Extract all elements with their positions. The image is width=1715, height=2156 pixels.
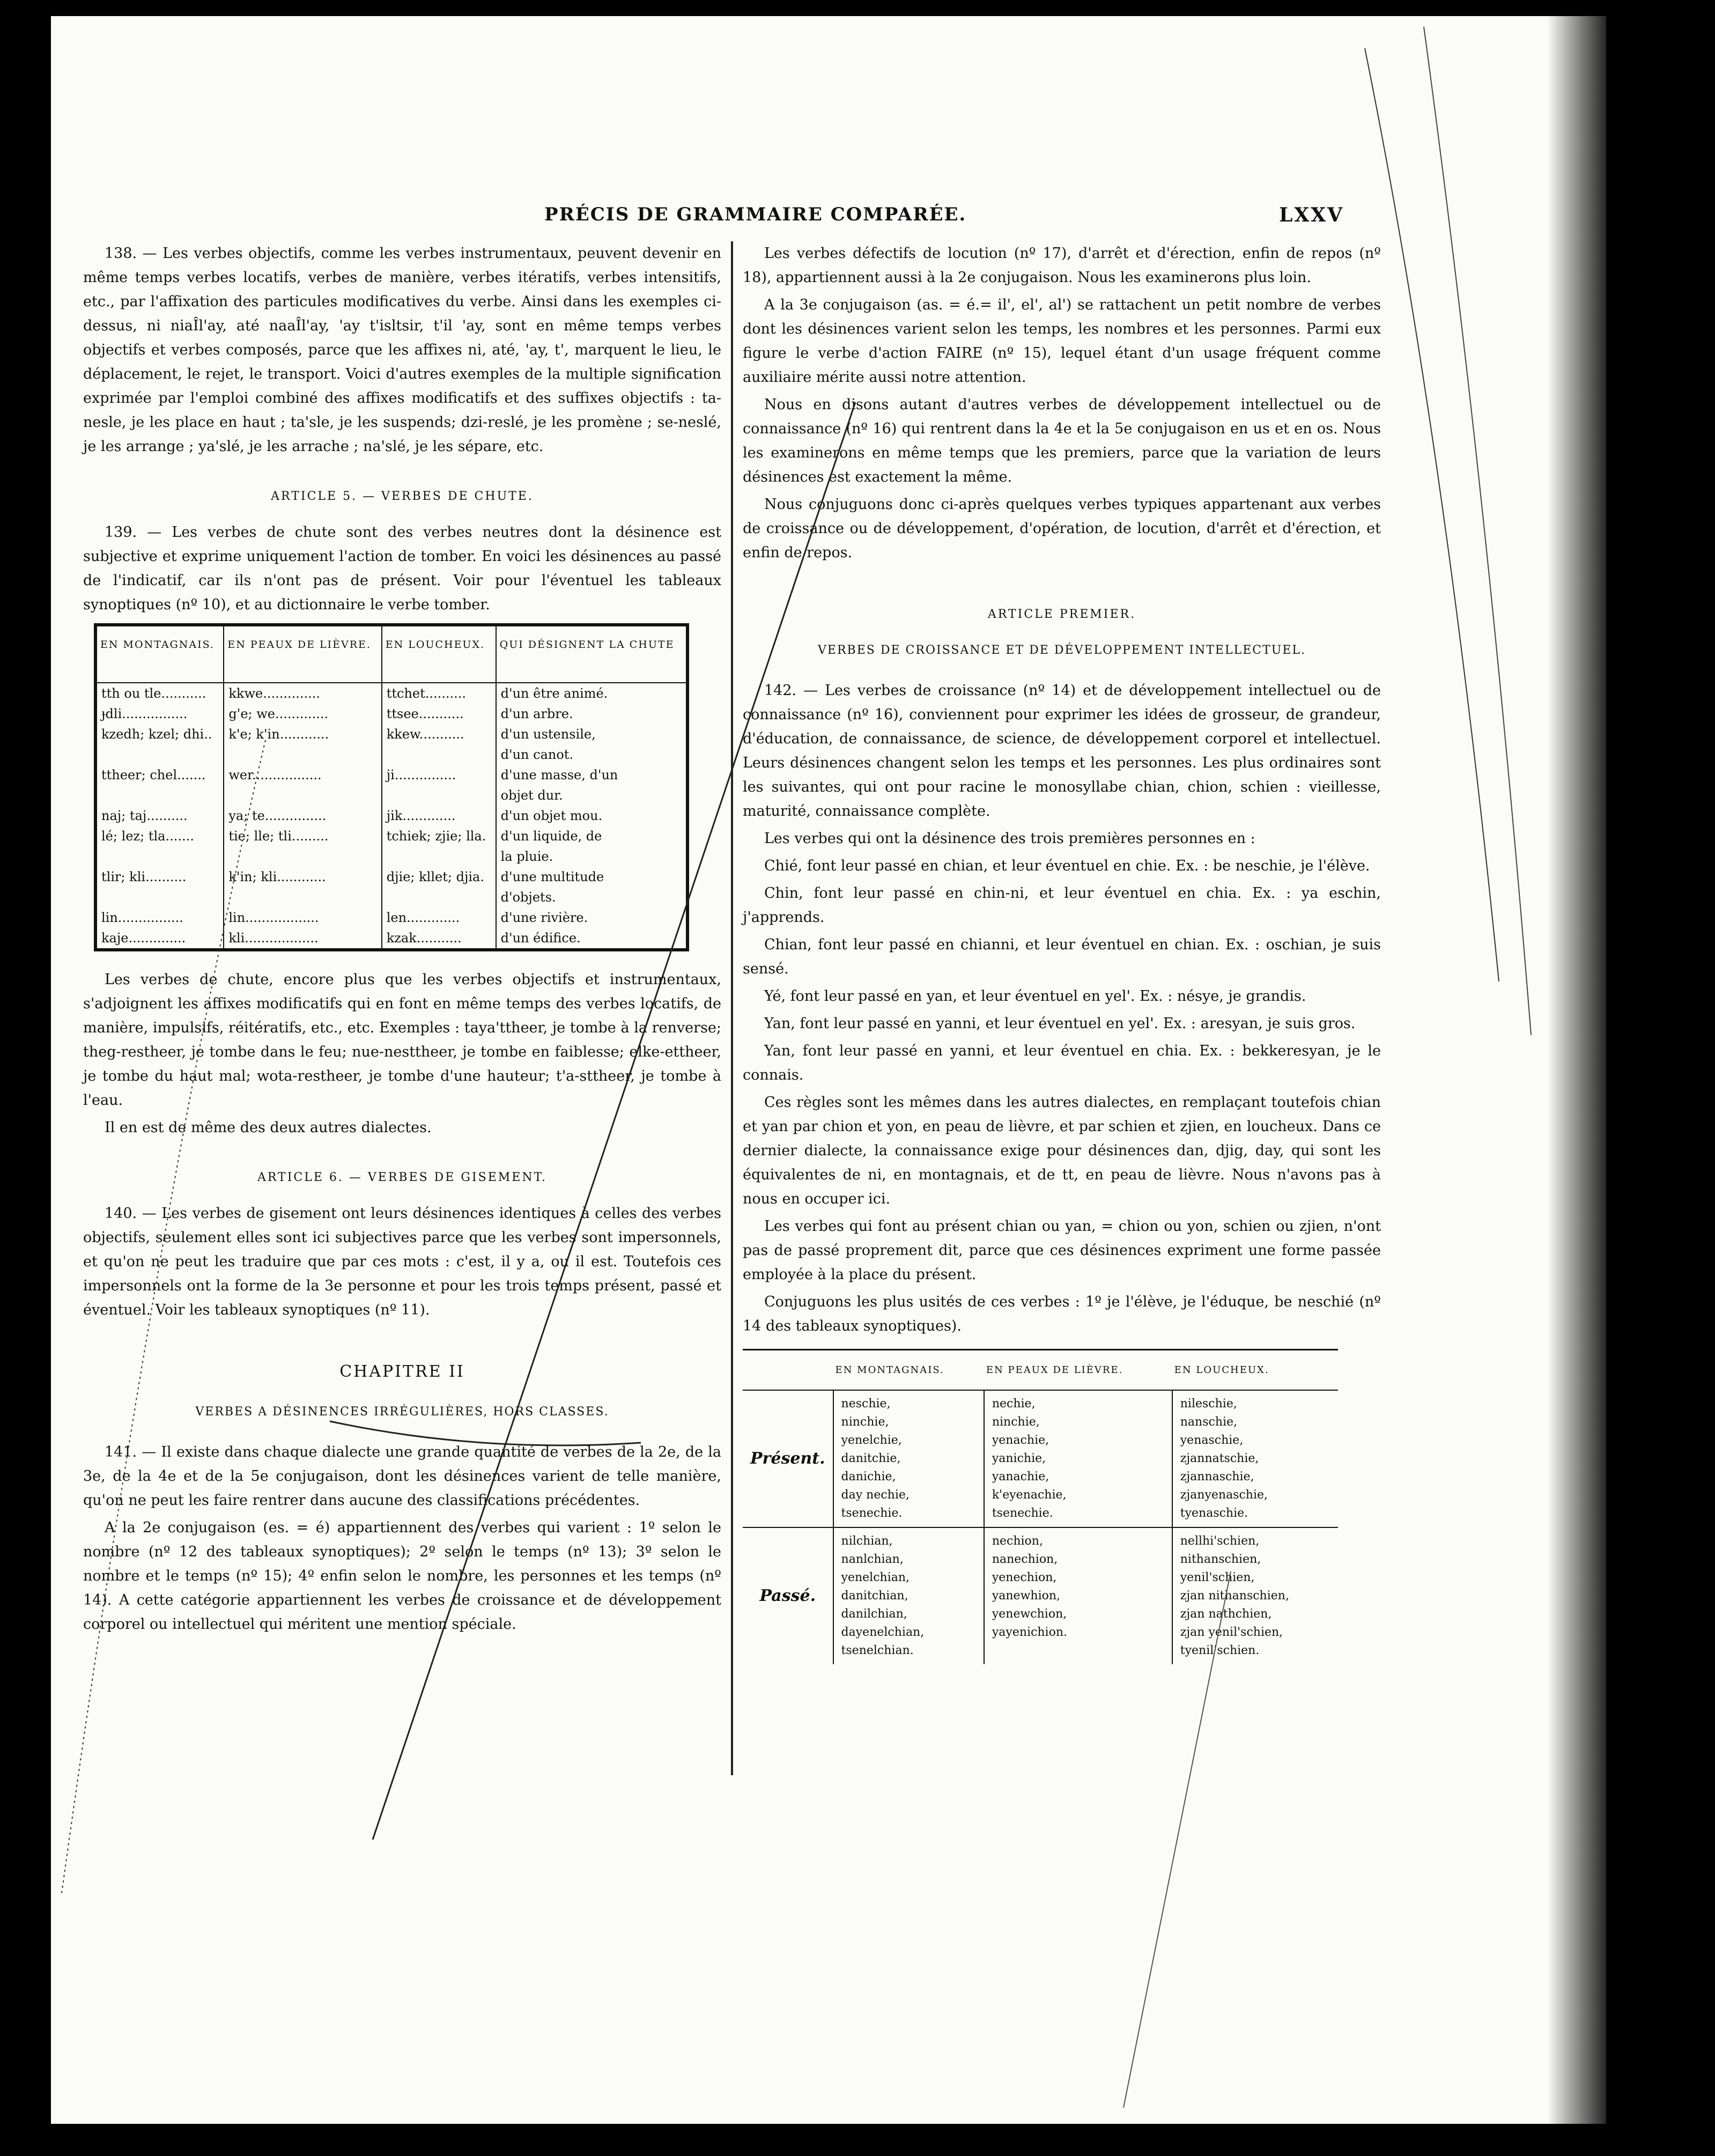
table-cell: d'une multitude <box>496 867 688 887</box>
paragraph-139: 139. — Les verbes de chute sont des verbes neutres dont la désinence est subjective et exprime uniquement l'action de tomber. En voici les désinences au passé de l'indicatif, car ils n'ont pas de présent. Voir pour l'éventuel les tableaux synoptiques (nº 10), et au dictionnaire le verbe tomber. <box>83 524 721 613</box>
table-row <box>95 907 688 928</box>
table-row <box>95 826 688 846</box>
table-cell: len............. <box>382 907 496 928</box>
table-header: EN LOUCHEUX. <box>382 625 496 683</box>
paragraph-141: 141. — Il existe dans chaque dialecte une grande quantité de verbes de la 2e, de la 3e, de la 4e et de la 5e conjugaison, dont les désinences varient de telle manière, qu'on ne peut les faire rentrer dans aucune des classifications précédentes. <box>83 1444 721 1509</box>
table-cell: tchiek; zjie; lla. <box>382 826 496 846</box>
table-cell: ya; te............... <box>224 806 381 826</box>
table-cell <box>95 785 224 806</box>
table-cell <box>382 744 496 765</box>
table-cell <box>95 846 224 867</box>
paragraph-after-table: Les verbes de chute, encore plus que les verbes objectifs et instrumentaux, s'adjoignent les affixes modificatifs qui en font en même temps des verbes locatifs, de manière, impulsifs, réitératifs, etc., etc. Exemples : taya'ttheer, je tombe à la renverse; theg-restheer, je tombe dans le feu; nue-nesttheer, je tombe en faiblesse; elke-ettheer, je tombe du haut mal; wota-restheer, je tombe d'une hauteur; t'a-sttheer, je tombe à l'eau. <box>83 971 721 1109</box>
scratch-line <box>1365 48 1499 981</box>
paragraph-development: Nous en disons autant d'autres verbes de développement intellectuel ou de connaissance (nº 16) qui rentrent dans la 4e et la 5e conjugaison en us et en os. Nous les examinerons en même temps que les premiers, parce que la variation de leurs désinences est exactement la même. <box>743 396 1381 485</box>
table-cell <box>224 744 381 765</box>
table-row <box>95 887 688 907</box>
example-chin: Chin, font leur passé en chin-ni, et leur éventuel en chia. Ex. : ya eschin, j'apprends. <box>743 885 1381 926</box>
article-5-heading: ARTICLE 5. — VERBES DE CHUTE. <box>271 490 534 503</box>
table-cell: nileschie, nanschie, yenaschie, zjannatschie, zjannaschie, zjanyenaschie, tyenaschie. <box>1172 1390 1338 1527</box>
table-corner <box>743 1350 833 1391</box>
table-cell: d'un objet mou. <box>496 806 688 826</box>
table-header: EN MONTAGNAIS. <box>833 1350 984 1391</box>
row-label-present: Présent. <box>750 1449 825 1468</box>
table-cell: wer................. <box>224 765 381 785</box>
chapter-subheading: VERBES A DÉSINENCES IRRÉGULIÈRES, HORS CLASSES. <box>195 1405 609 1419</box>
table-cell: kkew........... <box>382 724 496 744</box>
table-cell: lin................ <box>95 907 224 928</box>
paragraph-conjugate: Nous conjuguons donc ci-après quelques verbes typiques appartenant aux verbes de croissance ou de développement, d'opération, de locution, d'arrêt et d'érection, et enfin de repos. <box>743 496 1381 561</box>
table-row <box>95 744 688 765</box>
falling-verbs-table <box>94 623 689 951</box>
table-cell: nechie, ninchie, yenachie, yanichie, yanachie, k'eyenachie, tsenechie. <box>984 1390 1172 1527</box>
table-cell: d'un ustensile, <box>496 724 688 744</box>
table-cell: tth ou tle........... <box>95 683 224 704</box>
table-row <box>95 704 688 724</box>
table-cell: d'un liquide, de <box>496 826 688 846</box>
example-yan-2: Yan, font leur passé en yanni, et leur éventuel en chia. Ex. : bekkeresyan, je le connais. <box>743 1043 1381 1083</box>
page-number: LXXV <box>1279 204 1344 226</box>
table-cell: kaje.............. <box>95 928 224 950</box>
table-row <box>95 846 688 867</box>
paragraph-rules: Ces règles sont les mêmes dans les autres dialectes, en remplaçant toutefois chian et yan par chion et yon, en peau de lièvre, et par schien et zjien, en loucheux. Dans ce dernier dialecte, la connaissance exige pour désinences dan, djig, day, qui sont les équivalentes de ni, en montagnais, et de tt, en peau de lièvre. Nous n'avons pas à nous en occuper ici. <box>743 1094 1381 1207</box>
left-column <box>83 241 721 1640</box>
example-chie: Chié, font leur passé en chian, et leur éventuel en chie. Ex. : be neschie, je l'élève. <box>764 858 1370 874</box>
right-column <box>743 241 1381 1664</box>
table-header: EN MONTAGNAIS. <box>95 625 224 683</box>
table-row <box>95 765 688 785</box>
table-cell: ttsee........... <box>382 704 496 724</box>
table-cell: g'e; we............. <box>224 704 381 724</box>
paragraph-three-persons: Les verbes qui ont la désinence des trois premières personnes en : <box>764 830 1255 847</box>
table-cell: la pluie. <box>496 846 688 867</box>
table-cell: nechion, nanechion, yenechion, yanewhion, yenewchion, yayenichion. <box>984 1527 1172 1664</box>
table-cell: d'une masse, d'un <box>496 765 688 785</box>
table-cell <box>95 887 224 907</box>
table-cell: d'une rivière. <box>496 907 688 928</box>
article-1-heading: ARTICLE PREMIER. <box>987 608 1136 621</box>
table-cell: k'e; k'in............ <box>224 724 381 744</box>
table-cell <box>382 887 496 907</box>
table-cell: nellhi'schien, nithanschien, yenil'schien, zjan nithanschien, zjan nathchien, zjan yenil'schien, tyenil'schien. <box>1172 1527 1338 1664</box>
table-cell: jik............. <box>382 806 496 826</box>
table-cell: ji............... <box>382 765 496 785</box>
table-header: QUI DÉSIGNENT LA CHUTE <box>496 625 688 683</box>
article-1-subheading: VERBES DE CROISSANCE ET DE DÉVELOPPEMENT INTELLECTUEL. <box>818 644 1306 657</box>
table-cell: neschie, ninchie, yenelchie, danitchie, danichie, day nechie, tsenechie. <box>833 1390 984 1527</box>
table-cell: lin.................. <box>224 907 381 928</box>
table-cell: k'in; kli............ <box>224 867 381 887</box>
table-cell: d'un être animé. <box>496 683 688 704</box>
table-cell: ttheer; chel....... <box>95 765 224 785</box>
table-cell: tie; lle; tli......... <box>224 826 381 846</box>
scratch-line <box>1424 27 1531 1035</box>
table-cell: tlir; kli.......... <box>95 867 224 887</box>
table-header: EN LOUCHEUX. <box>1172 1350 1338 1391</box>
paragraph-142: 142. — Les verbes de croissance (nº 14) et de développement intellectuel ou de connaissance (nº 16), conviennent pour exprimer les idées de grosseur, de grandeur, d'éducation, de connaissance, de science, de développement corporel et intellectuel. Leurs désinences changent selon les temps et les personnes. Les plus ordinaires sont les suivantes, qui ont pour racine le monosyllabe chian, chion, schien : vieillesse, maturité, connaissance complète. <box>743 682 1381 819</box>
conjugation-table <box>743 1349 1338 1664</box>
table-cell: lé; lez; tla....... <box>95 826 224 846</box>
table-cell: d'un édifice. <box>496 928 688 950</box>
table-row <box>95 867 688 887</box>
column-rule <box>731 241 733 1775</box>
table-cell: d'un arbre. <box>496 704 688 724</box>
table-cell: objet dur. <box>496 785 688 806</box>
table-header: EN PEAUX DE LIÈVRE. <box>224 625 381 683</box>
table-row <box>95 928 688 950</box>
table-cell: nilchian, nanlchian, yenelchian, danitchian, danilchian, dayenelchian, tsenelchian. <box>833 1527 984 1664</box>
table-cell: ɟdli................ <box>95 704 224 724</box>
table-row <box>95 724 688 744</box>
page-sheet <box>51 16 1606 2124</box>
table-cell: d'un canot. <box>496 744 688 765</box>
paragraph-conjugate-usual: Conjuguons les plus usités de ces verbes : 1º je l'élève, je l'éduque, be neschié (nº 14 des tableaux synoptiques). <box>743 1294 1381 1334</box>
paragraph-third-conjugation: A la 3e conjugaison (as. = é.= il', el', al') se rattachent un petit nombre de verbes dont les désinences varient selon les temps, les nombres et les personnes. Parmi eux figure le verbe d'action FAIRE (nº 15), lequel étant d'un usage fréquent comme auxiliaire mérite aussi notre attention. <box>743 297 1381 386</box>
table-row <box>95 806 688 826</box>
table-row <box>95 683 688 704</box>
table-cell: kzedh; kzel; dhi.. <box>95 724 224 744</box>
row-label-passe: Passé. <box>743 1527 833 1664</box>
chapter-heading: CHAPITRE II <box>339 1362 465 1381</box>
paragraph-present: Les verbes qui font au présent chian ou yan, = chion ou yon, schien ou zjien, n'ont pas de passé proprement dit, parce que ces désinences expriment une forme passée employée à la place du présent. <box>743 1218 1381 1283</box>
table-cell: djie; kllet; djia. <box>382 867 496 887</box>
example-ye: Yé, font leur passé en yan, et leur éventuel en yel'. Ex. : nésye, je grandis. <box>764 988 1306 1005</box>
table-cell: ttchet.......... <box>382 683 496 704</box>
paragraph-141-continued: A la 2e conjugaison (es. = é) appartiennent des verbes qui varient : 1º selon le nombre (nº 12 des tableaux synoptiques); 2º selon le temps (nº 13); 3º selon le nombre et le temps (nº 15); 4º enfin selon le nombre, les personnes et les temps (nº 14). A cette catégorie appartiennent les verbes de croissance et de développement corporel ou intellectuel qui méritent une mention spéciale. <box>83 1519 721 1633</box>
table-cell <box>224 846 381 867</box>
paragraph-defective-verbs: Les verbes défectifs de locution (nº 17), d'arrêt et d'érection, enfin de repos (nº 18), appartiennent aussi à la 2e conjugaison. Nous les examinerons plus loin. <box>743 245 1381 286</box>
running-title: PRÉCIS DE GRAMMAIRE COMPARÉE. <box>544 204 967 225</box>
article-6-heading: ARTICLE 6. — VERBES DE GISEMENT. <box>257 1171 548 1184</box>
running-header <box>51 204 1606 236</box>
table-cell: kzak........... <box>382 928 496 950</box>
paragraph-same-dialects: Il en est de même des deux autres dialectes. <box>105 1119 432 1136</box>
paragraph-140: 140. — Les verbes de gisement ont leurs désinences identiques à celles des verbes objectifs, seulement elles sont ici subjectives parce que les verbes sont impersonnels, et qu'on ne peut les traduire que par ces mots : c'est, il y a, ou il est. Toutefois ces impersonnels ont la forme de la 3e personne et pour les trois temps présent, passé et éventuel. Voir les tableaux synoptiques (nº 11). <box>83 1205 721 1318</box>
table-cell: kli.................. <box>224 928 381 950</box>
table-cell <box>224 785 381 806</box>
scan-shadow-edge <box>1547 16 1606 2124</box>
table-cell: naj; taj.......... <box>95 806 224 826</box>
table-cell: kkwe.............. <box>224 683 381 704</box>
paragraph-138: 138. — Les verbes objectifs, comme les verbes instrumentaux, peuvent devenir en même temps verbes locatifs, verbes de manière, verbes itératifs, verbes intensitifs, etc., par l'affixation des particules modificatives du verbe. Ainsi dans les exemples ci-dessus, ni niaÎl'ay, até naaÎl'ay, 'ay t'isltsir, t'il 'ay, sont en même temps verbes objectifs et verbes composés, parce que les affixes ni, até, 'ay, t', marquent le lieu, le déplacement, le rejet, le transport. Voici d'autres exemples de la multiple signification exprimée par l'emploi combiné des affixes modificatifs et des suffixes objectifs : ta-nesle, je les place en haut ; ta'sle, je les suspends; dzi-reslé, je les promène ; se-neslé, je les arrange ; ya'slé, je les arrache ; na'slé, je les sépare, etc. <box>83 245 721 455</box>
table-cell <box>224 887 381 907</box>
table-row <box>95 785 688 806</box>
table-cell: d'objets. <box>496 887 688 907</box>
table-cell <box>382 846 496 867</box>
example-chian: Chian, font leur passé en chianni, et leur éventuel en chian. Ex. : oschian, je suis sensé. <box>743 936 1381 977</box>
table-cell <box>382 785 496 806</box>
table-header: EN PEAUX DE LIÈVRE. <box>984 1350 1172 1391</box>
table-cell <box>95 744 224 765</box>
example-yan-1: Yan, font leur passé en yanni, et leur éventuel en yel'. Ex. : aresyan, je suis gros. <box>764 1015 1356 1032</box>
